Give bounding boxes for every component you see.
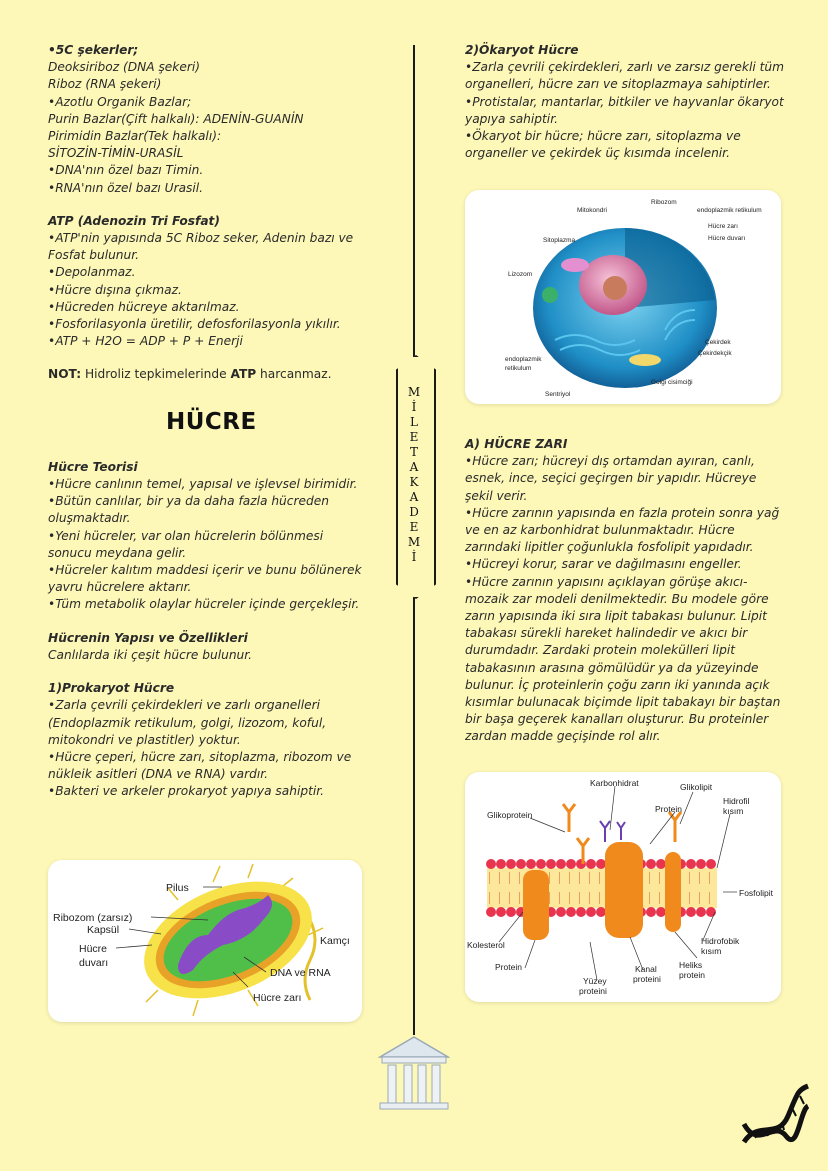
phospholipid-head — [596, 859, 606, 869]
label-ribosome: Ribozom (zarsız) — [53, 912, 133, 924]
badge-letter: E — [409, 430, 419, 444]
sugars-line: •Azotlu Organik Bazlar; — [48, 94, 192, 109]
sugars-line: •DNA'nın özel bazı Timin. — [48, 163, 204, 178]
badge-letter: A — [409, 460, 419, 474]
sugars-line: Pirimidin Bazlar(Tek halkalı): — [48, 129, 222, 144]
note-bold: ATP — [230, 367, 257, 382]
phospholipid-head — [586, 859, 596, 869]
membrane-line: •Hücre zarının yapısında en fazla protein sonra yağ ve en az karbonhidrat bulunmaktadır. Hücre zarındaki lipitler çoğunlukla fosfolipit yapıdadır. — [465, 505, 780, 555]
structure-title: Hücrenin Yapısı ve Özellikleri — [48, 630, 248, 645]
membrane-title: A) HÜCRE ZARI — [465, 437, 568, 451]
phospholipid-head — [566, 907, 576, 917]
structure-text: Canlılarda iki çeşit hücre bulunur. — [48, 647, 253, 662]
prokaryote-title: 1)Prokaryot Hücre — [48, 681, 175, 696]
label-membrane: Hücre zarı — [708, 223, 738, 230]
label-centriole: Sentriyol — [545, 391, 571, 398]
membrane-image — [465, 772, 781, 1002]
badge-letter: İ — [411, 400, 417, 414]
nucleolus — [603, 276, 627, 300]
channel-protein — [605, 842, 643, 938]
label-pilus: Pilus — [166, 882, 189, 894]
prokaryote-line: •Hücre çeperi, hücre zarı, sitoplazma, ribozom ve nükleik asitleri (DNA ve RNA) vardır. — [48, 749, 352, 782]
note — [48, 366, 366, 383]
phospholipid-head — [646, 859, 656, 869]
theory-line: •Tüm metabolik olaylar hücreler içinde gerçekleşir. — [48, 597, 360, 612]
theory-line: •Yeni hücreler, var olan hücrelerin bölünmesi sonucu meydana gelir. — [48, 528, 324, 560]
helix-protein — [665, 852, 681, 932]
hydrophobic-core — [487, 868, 717, 908]
label-helix-1: Heliks — [679, 960, 703, 970]
label-wall-1: Hücre — [79, 943, 108, 955]
theory-title: Hücre Teorisi — [48, 459, 138, 474]
label-protein-bottom: Protein — [495, 962, 522, 972]
sugars-line: Purin Bazlar(Çift halkalı): ADENİN-GUANİN — [48, 111, 304, 126]
sugars-line: Riboz (RNA şekeri) — [48, 77, 162, 92]
phospholipid-head — [516, 859, 526, 869]
phospholipid-head — [696, 907, 706, 917]
label-hydrophobic-2: kısım — [701, 946, 722, 956]
phospholipid-head — [506, 859, 516, 869]
carbohydrate-chains — [600, 821, 625, 842]
surface-protein-left — [523, 870, 549, 940]
left-column — [48, 42, 366, 801]
phospholipid-head — [706, 907, 716, 917]
label-er-bottom-2: retikulum — [505, 365, 532, 372]
phospholipid-head — [486, 907, 496, 917]
eukaryote-cell-image — [465, 190, 781, 404]
phospholipid-head — [656, 859, 666, 869]
label-er-top: endoplazmik retikulum — [697, 207, 762, 214]
prokaryote-cell-image — [48, 860, 362, 1022]
label-cytoplasm: Sitoplazma — [543, 237, 576, 244]
phospholipid-head — [596, 907, 606, 917]
phospholipid-head — [646, 907, 656, 917]
label-wall-2: duvarı — [79, 957, 109, 969]
label-wall: Hücre duvarı — [708, 235, 746, 242]
phospholipid-head — [656, 907, 666, 917]
label-surface-1: Yüzey — [583, 976, 607, 986]
theory-line: •Bütün canlılar, bir ya da daha fazla hücreden oluşmaktadır. — [48, 494, 329, 526]
dna-icon — [738, 1080, 812, 1150]
badge-letter: T — [409, 445, 418, 459]
label-nucleus: Çekirdek — [705, 339, 731, 346]
badge-letter: M — [407, 535, 421, 549]
label-er-bottom: endoplazmik — [505, 356, 542, 363]
label-hydrophobic-1: Hidrofobik — [701, 936, 740, 946]
phospholipid-head — [686, 859, 696, 869]
atp-line: •Hücre dışına çıkmaz. — [48, 282, 182, 297]
phospholipid-head — [546, 859, 556, 869]
membrane-section — [465, 436, 785, 746]
phospholipid-head — [556, 859, 566, 869]
lysosome-shape — [542, 287, 558, 303]
prokaryote-line: •Zarla çevrili çekirdekleri ve zarlı organelleri (Endoplazmik retikulum, golgi, lizozom, koful, mitokondri ve plastitler) yoktur. — [48, 698, 327, 747]
label-golgi: Golgi cisimciği — [651, 379, 693, 386]
eukaryote-line: •Zarla çevrili çekirdekleri, zarlı ve zarsız gerekli tüm organelleri, hücre zarı ve sitoplazmaya sahiptirler. — [465, 60, 784, 92]
label-membrane: Hücre zarı — [253, 992, 302, 1004]
note-label: NOT: — [48, 367, 82, 382]
atp-line: •ATP'nin yapısında 5C Riboz seker, Adenin bazı ve Fosfat bulunur. — [48, 231, 354, 263]
atp-line: •Fosforilasyonla üretilir, defosforilasyonla yıkılır. — [48, 317, 341, 332]
atp-line: •Hücreden hücreye aktarılmaz. — [48, 299, 240, 314]
theory-line: •Hücre canlının temel, yapısal ve işlevsel birimidir. — [48, 477, 358, 492]
label-nucleolus: Çekirdekçik — [698, 350, 732, 357]
golgi-shape — [629, 354, 661, 366]
pillar-icon — [378, 1035, 450, 1111]
label-dna: DNA ve RNA — [270, 967, 331, 979]
atp-line: •Depolanmaz. — [48, 265, 136, 280]
phospholipid-head — [526, 859, 536, 869]
badge-letter: L — [410, 415, 418, 429]
membrane-line: •Hücre zarı; hücreyi dış ortamdan ayıran, canlı, esnek, ince, seçici geçirgen bir yapıdır. Hücreye şekil verir. — [465, 454, 757, 503]
sugars-title: •5C şekerler; — [48, 43, 139, 57]
eukaryote-line: •Protistalar, mantarlar, bitkiler ve hayvanlar ökaryot yapıya sahiptir. — [465, 94, 784, 126]
prokaryote-line: •Bakteri ve arkeler prokaryot yapıya sahiptir. — [48, 784, 325, 799]
label-carbohydrate: Karbonhidrat — [590, 778, 639, 788]
badge-letter: K — [409, 475, 419, 489]
badge-letter: A — [409, 490, 419, 504]
mitochondria-shape — [561, 258, 589, 272]
label-protein-top: Protein — [655, 804, 682, 814]
membrane-line: •Hücre zarının yapısını açıklayan görüşe akıcı-mozaik zar modeli denilmektedir. Bu modele göre zarın yapısında iki sıra lipit tabakası bulunur. Lipit tabakası sürekli hareket halindedir ve akıcı bir durumdadır. Zardaki protein molekülleri lipit tabakasının arasına gömülüdür ya da yüzeyinde bulunur. İç proteinlerin çoğu zarın iki yanında açık kısımlar bulunacak biçimde lipit tabakayı bir baştan bir başa geçerek kanalları oluşturur. Bu proteinler zardan madde geçişinde rol alır. — [465, 574, 781, 744]
eukaryote-title: 2)Ökaryot Hücre — [465, 43, 579, 57]
sugars-line: Deoksiriboz (DNA şekeri) — [48, 60, 201, 75]
label-capsule: Kapsül — [87, 924, 120, 936]
label-hydrophilic-1: Hidrofil — [723, 796, 750, 806]
phospholipid-head — [586, 907, 596, 917]
phospholipid-head — [696, 859, 706, 869]
atp-line: •ATP + H2O = ADP + P + Enerji — [48, 334, 243, 349]
badge-letter: E — [409, 520, 419, 534]
label-hydrophilic-2: kısım — [723, 806, 744, 816]
note-text: Hidroliz tepkimelerinde — [81, 367, 231, 382]
label-helix-2: protein — [679, 970, 705, 980]
brand-badge-text — [398, 358, 430, 592]
phospholipid-head — [556, 907, 566, 917]
phospholipid-head — [686, 907, 696, 917]
sugars-line: SİTOZİN-TİMİN-URASİL — [48, 146, 184, 161]
theory-line: •Hücreler kalıtım maddesi içerir ve bunu bölünerek yavru hücrelere aktarır. — [48, 563, 362, 595]
label-flagellum: Kamçı — [320, 935, 350, 947]
label-phospholipid: Fosfolipit — [739, 888, 774, 898]
label-glycolipid: Glikolipit — [680, 782, 713, 792]
label-channel-2: proteini — [633, 974, 661, 984]
phospholipid-head — [536, 859, 546, 869]
label-glycoprotein: Glikoprotein — [487, 810, 533, 820]
phospholipid-head — [576, 907, 586, 917]
atp-title: ATP (Adenozin Tri Fosfat) — [48, 213, 220, 228]
note-text-end: harcanmaz. — [256, 367, 332, 382]
label-channel-1: Kanal — [635, 964, 657, 974]
badge-letter: M — [407, 385, 421, 399]
sugars-line: •RNA'nın özel bazı Urasil. — [48, 180, 204, 195]
label-ribosome: Ribozom — [651, 199, 677, 206]
phospholipid-head — [566, 859, 576, 869]
badge-letter: İ — [411, 550, 417, 564]
badge-letter: D — [409, 505, 419, 519]
page-title: HÜCRE — [166, 408, 257, 435]
membrane-line: •Hücreyi korur, sarar ve dağılmasını engeller. — [465, 557, 742, 572]
phospholipid-head — [506, 907, 516, 917]
label-cholesterol: Kolesterol — [467, 940, 505, 950]
label-surface-2: proteini — [579, 986, 607, 996]
label-lysosome: Lizozom — [508, 271, 533, 278]
label-mitochondria: Mitokondri — [577, 207, 607, 214]
phospholipid-head — [496, 859, 506, 869]
eukaryote-line: •Ökaryot bir hücre; hücre zarı, sitoplazma ve organeller ve çekirdek üç kısımda incelenir. — [465, 129, 741, 161]
phospholipid-head — [486, 859, 496, 869]
right-column — [465, 42, 785, 162]
phospholipid-head — [496, 907, 506, 917]
phospholipid-head — [706, 859, 716, 869]
